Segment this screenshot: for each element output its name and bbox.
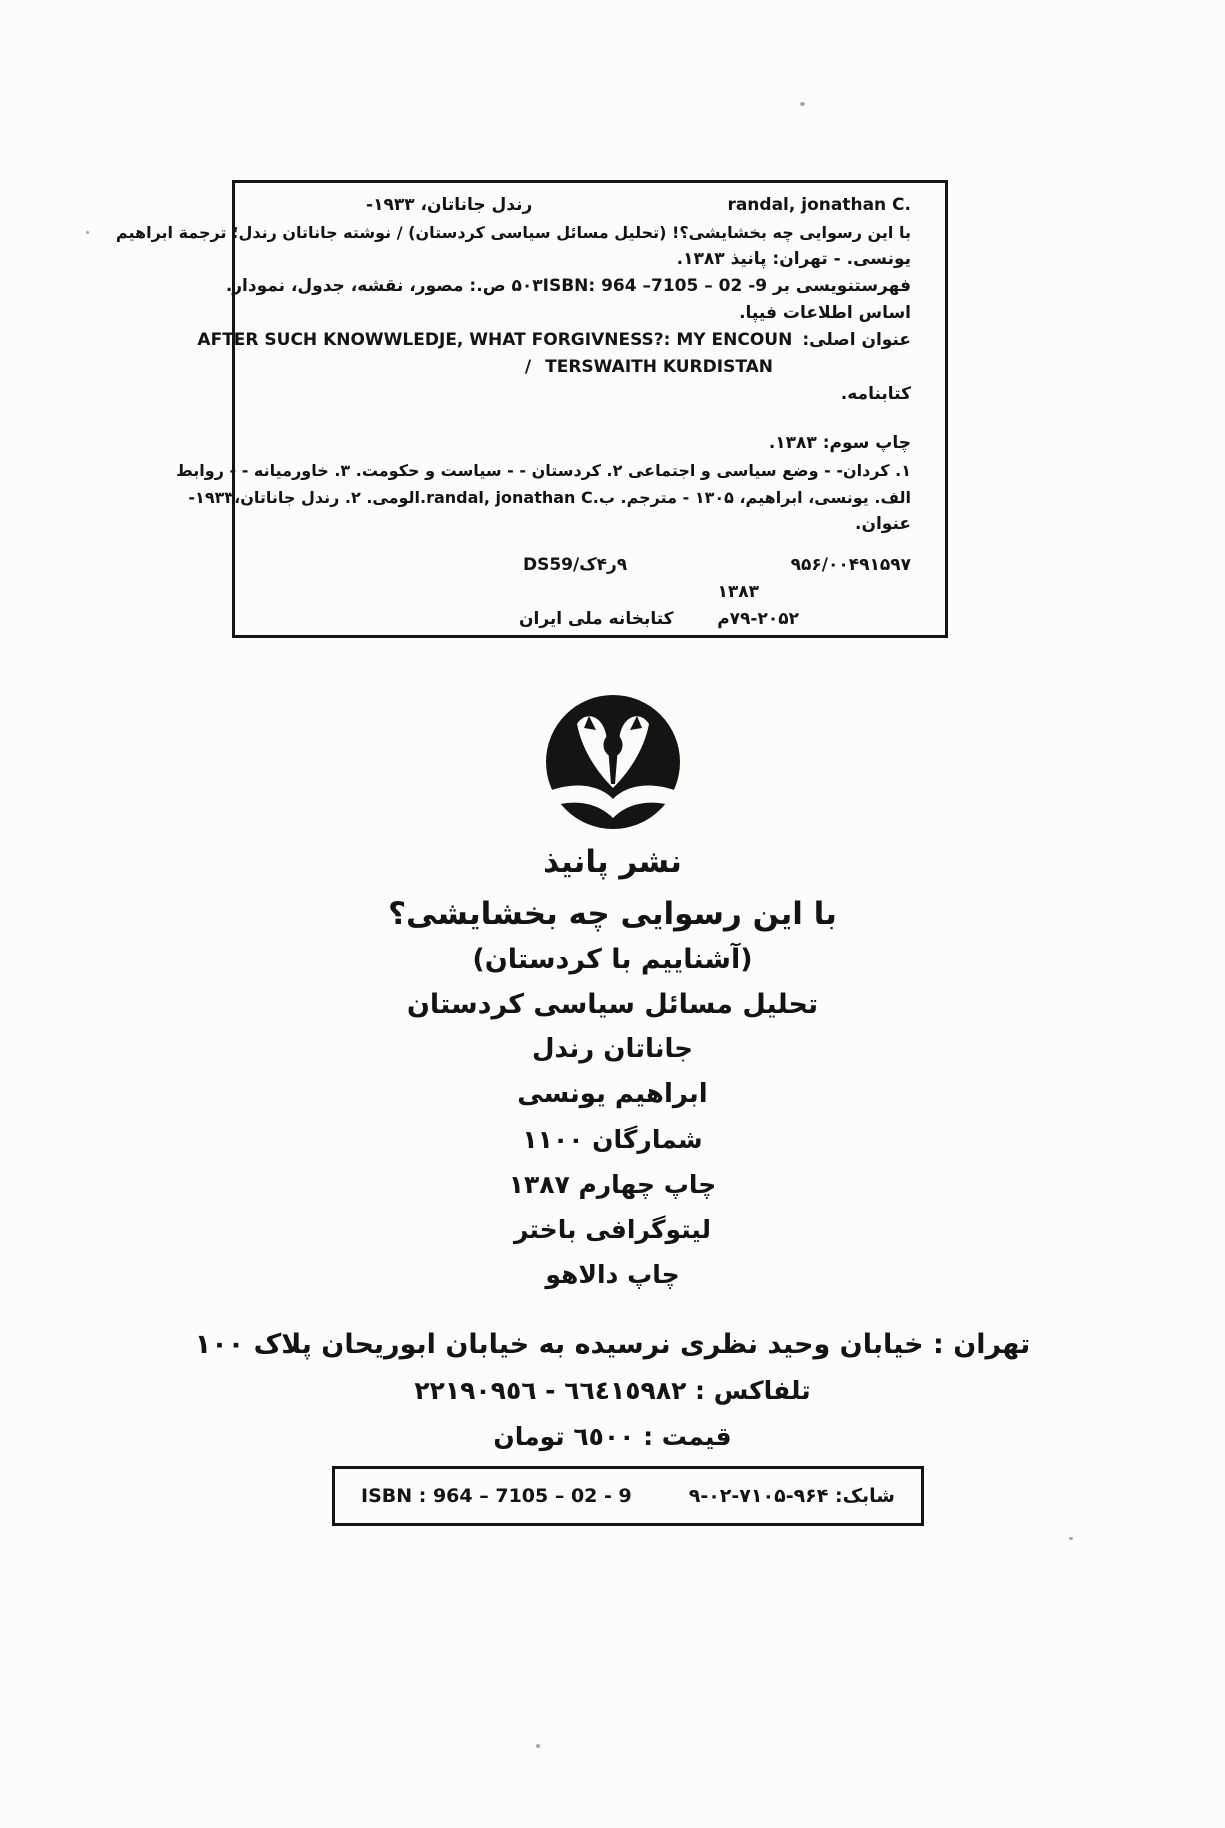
- national-library-row: [261, 606, 911, 633]
- author-heading-row: [261, 192, 911, 219]
- book-translator: ابراهیم یونسی: [517, 1079, 708, 1109]
- original-title-row2: [261, 354, 773, 381]
- scan-speck: [536, 1744, 540, 1748]
- edition-note: چاپ سوم: ۱۳۸۳.: [768, 433, 911, 453]
- book-title: با این رسوایی چه بخشایشی؟: [388, 896, 837, 932]
- added-entries-line1: الف. یونسی، ابراهیم، ۱۳۰۵ - مترجم. ب.randal, jonathan C.الومی. ۲. رندل جاناتان،۱۹۳۳-: [188, 488, 911, 507]
- printing-house-info: چاپ دالاهو: [545, 1260, 680, 1289]
- title-statement-line1: با این رسوایی چه بخشایشی؟! (تحلیل مسائل سیاسی کردستان) / نوشته جاناتان رندل؛ ترجمة ابراهیم: [115, 223, 911, 242]
- original-title-english-line1: AFTER SUCH KNOWWLEDJE, WHAT FORGIVNESS?: MY ENCOUN: [197, 330, 793, 350]
- author-name-latin: randal, jonathan C.: [727, 195, 911, 215]
- isbn-latin: ISBN : 964 – 7105 – 02 - 9: [361, 1485, 632, 1507]
- price-line: قیمت : ٦٥٠٠ تومان: [493, 1422, 732, 1451]
- lc-call-number: DS59/ک۴ر۹: [523, 555, 628, 575]
- classification-row: [261, 552, 911, 579]
- scan-speck: [800, 102, 805, 106]
- isbn-persian: شابک: ۹۶۴-۷۱۰۵-۰۲-۹: [688, 1485, 895, 1507]
- national-bibliography-number: م۷۹-۲۰۵۲: [717, 609, 799, 629]
- cip-catalog-card: [115, 180, 948, 638]
- book-subtitle-paren: (آشناییم با کردستان): [472, 944, 753, 975]
- publisher-logo-block: [0, 692, 1225, 880]
- author-name-persian: رندل جاناتان، ۱۹۳۳-: [366, 195, 533, 215]
- lithography-info: لیتوگرافی باختر: [513, 1215, 712, 1244]
- telefax-numbers: تلفاکس : ٦٦٤١٥٩٨٢ - ٢٢١٩٠٩٥٦: [414, 1376, 811, 1405]
- national-library-label: کتابخانه ملی ایران: [519, 609, 674, 629]
- book-author: جاناتان رندل: [531, 1034, 694, 1064]
- footer-block: [0, 1322, 1225, 1460]
- edition-info: چاپ چهارم ۱۳۸۷: [508, 1170, 717, 1199]
- title-statement-line2: یونسی. - تهران: پانیذ ۱۳۸۳.: [676, 249, 911, 269]
- bibliography-note: کتابنامه.: [840, 384, 911, 404]
- isbn-english: ISBN: 964 –7105 – 02 -9: [542, 276, 768, 296]
- isbn-box: [332, 1466, 924, 1526]
- pen-tick-mark: ∕: [524, 357, 532, 377]
- cataloging-note: فهرستنویسی بر: [773, 276, 911, 296]
- cataloging-note-line2: اساس اطلاعات فیپا.: [739, 303, 911, 323]
- catalog-year: ۱۳۸۳: [717, 582, 759, 602]
- original-title-english-line2: TERSWAITH KURDISTAN: [545, 357, 773, 377]
- title-block: [0, 892, 1225, 1297]
- collation-note: ۵۰۳ ص.: مصور، نقشه، جدول، نمودار.: [225, 276, 543, 296]
- book-subtitle: تحلیل مسائل سیاسی کردستان: [406, 989, 819, 1020]
- scan-speck: [86, 231, 89, 234]
- panidh-publisher-emblem-icon: [542, 692, 684, 834]
- original-title-label: عنوان اصلی:: [802, 330, 911, 350]
- cataloging-isbn-group: [543, 273, 911, 300]
- added-entries-line2: عنوان.: [854, 514, 911, 534]
- scan-speck: [1069, 1537, 1073, 1540]
- print-run: شمارگان ۱۱۰۰: [522, 1125, 703, 1154]
- original-title-row: [197, 327, 911, 354]
- dewey-number: ۹۵۶/۰۰۴۹۱۵۹۷: [790, 555, 911, 575]
- publisher-address: تهران : خیابان وحید نظری نرسیده به خیابان ابوریحان پلاک ۱۰۰: [194, 1329, 1031, 1360]
- publisher-name: نشر پانیذ: [543, 844, 682, 880]
- isbn-collation-row: [225, 273, 911, 300]
- subject-entries: ۱. کردان- - وضع سیاسی و اجتماعی ۲. کردستان - - سیاست و حکومت. ۳. خاورمیانه - - روابط: [176, 461, 911, 480]
